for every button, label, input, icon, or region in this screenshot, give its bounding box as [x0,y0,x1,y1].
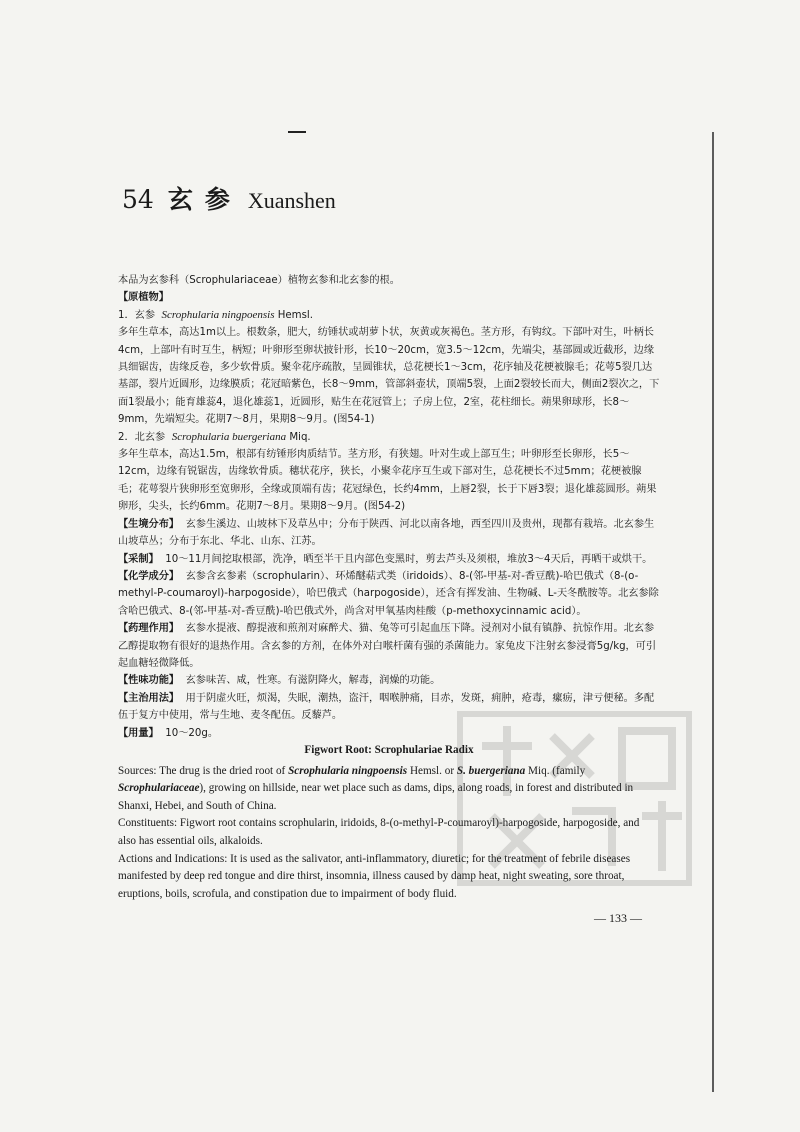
plant1-title [118,307,660,324]
plant-heading: 【原植物】 [118,292,169,304]
plant2-author: Miq. [289,431,311,443]
plant2-latin: Scrophularia buergeriana [171,430,287,443]
nature-section [118,672,660,689]
chinese-text-block [118,272,660,742]
top-dash-mark [288,131,306,133]
habitat-heading: 【生境分布】 [118,518,180,530]
plant1-author: Hemsl. [277,309,313,321]
chemistry-heading: 【化学成分】 [118,570,180,582]
habitat-section [118,516,660,551]
chapter-number: 54 [122,185,154,214]
sources-mid: Hemsl. or [407,764,457,777]
usage-heading: 【主治用法】 [118,692,180,704]
plant1-title-cn: 1．玄参 [118,309,156,321]
pharmacology-heading: 【药理作用】 [118,623,180,635]
pharmacology-text: 玄参水提液、醇提液和煎剂对麻醉犬、猫、兔等可引起血压下降。浸剂对小鼠有镇静、抗惊作用。北玄参乙醇提取物有很好的退热作用。含玄参的方剂，在体外对白喉杆菌有强的杀菌能力。家兔皮下注射玄参浸膏5g/kg，可引起血糖轻微降低。 [118,623,657,669]
dose-text: 10～20g。 [165,727,219,739]
harvest-heading: 【采制】 [118,553,159,565]
title-chinese: 玄参 [167,185,242,214]
title-pinyin: Xuanshen [247,188,336,213]
harvest-section [118,551,660,568]
dose-heading: 【用量】 [118,727,159,739]
sources-mid-2: Miq. (family [525,764,586,777]
binding-edge-line [712,132,714,1092]
sources-suffix: ), growing on hillside, near wet place such as dams, dips, along roads, in forest and distributed in Shanxi, Hebei, and South of China. [118,782,634,812]
page-title [122,180,336,216]
plant2-description: 多年生草本，高达1.5m，根部有纺锤形肉质结节。茎方形，有狭翅。叶对生或上部互生；叶卵形至长卵形，长5～12cm，边缘有锐锯齿，齿缘软骨质。穗状花序，狭长，小聚伞花序互生或下部对生，总花梗长不过5mm；花梗被腺毛；花萼裂片狭卵形至宽卵形，全缘或顶端有齿；花冠绿色，长约4mm，上唇2裂，长于下唇3裂；退化雄蕊圆形。蒴果卵形，尖头，长约6mm。花期7～8月。果期8～9月。(图54-2) [118,449,657,513]
habitat-text: 玄参生溪边、山坡林下及草丛中；分布于陕西、河北以南各地，西至四川及贵州，现都有栽培。北玄参生山坡草丛；分布于东北、华北、山东、江苏。 [118,518,655,548]
english-constituents: Constituents: Figwort root contains scrophularin, iridoids, 8-(o-methyl-P-coumaroyl)-harpogoside, harpogoside, and also has essential oils, alkaloids. [118,817,640,847]
plant2-title [118,429,660,446]
plant1-description: 多年生草本，高达1m以上。根数条，肥大，纺锤状或胡萝卜状，灰黄或灰褐色。茎方形，有钩纹。下部叶对生，叶柄长4cm，上部叶有时互生，柄短；叶卵形至卵状披针形，长10～20cm，宽3.5～12cm，先端尖，基部圆或近截形，边缘具细锯齿，齿缘反卷，多少软骨质。聚伞花序疏散，呈圆锥状，总花梗长1～3cm，花序轴及花梗被腺毛；花萼5裂几达基部，裂片近圆形，边缘膜质；花冠暗紫色，长8～9mm，管部斜壶状，顶端5裂，上面2裂较长而大，侧面2裂次之，下面1裂最小；能育雄蕊4，退化雄蕊1，近圆形，贴生在花冠管上；子房上位，2室，花柱细长。蒴果卵球形，长8～9mm，先端短尖。花期7～8月，果期8～9月。(图54-1) [118,327,660,426]
nature-heading: 【性味功能】 [118,675,180,687]
sources-latin-3: Scrophulariaceae [118,782,200,795]
nature-text: 玄参味苦、咸，性寒。有滋阴降火，解毒，润燥的功能。 [185,675,441,687]
english-actions: Actions and Indications: It is used as the salivator, anti-inflammatory, diuretic; for the treatment of febrile diseases manifested by deep red tongue and dire thirst, insomnia, illness caused by damp heat, night sweating, sore throat, eruptions, boils, scrofula, and constipation due to impairment of body fluid. [118,852,631,900]
usage-text: 用于阴虚火旺，烦渴，失眠，潮热，盗汗，咽喉肿痛，目赤，发斑，痈肿，疮毒，瘰疬，津亏便秘。多配伍于复方中使用，常与生地、麦冬配伍。反藜芦。 [118,692,655,722]
sources-prefix: Sources: The drug is the dried root of [118,764,289,777]
sources-latin-1: Scrophularia ningpoensis [288,764,408,777]
page-number: — 133 — [594,911,642,925]
harvest-text: 10～11月间挖取根部，洗净，晒至半干且内部色变黑时，剪去芦头及须根，堆放3～4天后，再晒干或烘干。 [165,553,653,565]
pharmacology-section [118,620,660,672]
intro-paragraph: 本品为玄参科（Scrophulariaceae）植物玄参和北玄参的根。 [118,275,400,286]
chemistry-text: 玄参含玄参素（scrophularin）、环烯醚萜式类（iridoids）、8-(邻-甲基-对-香豆酰)-哈巴俄式（8-(o-methyl-P-coumaroyl)-harpogoside），哈巴俄式（harpogoside），还含有挥发油、生物碱、L-天冬酰胺等。北玄参除含哈巴俄式、8-(邻-甲基-对-香豆酰)-哈巴俄式外，尚含对甲氧基肉桂酸（p-methoxycinnamic acid）。 [118,570,659,617]
watermark-seal-icon [452,706,697,891]
chemistry-section [118,568,660,620]
plant2-title-cn: 2．北玄参 [118,431,166,443]
english-title: Figwort Root: Scrophulariae Radix [304,744,474,756]
plant1-latin: Scrophularia ningpoensis [161,308,275,321]
sources-latin-2: S. buergeriana [456,764,526,777]
